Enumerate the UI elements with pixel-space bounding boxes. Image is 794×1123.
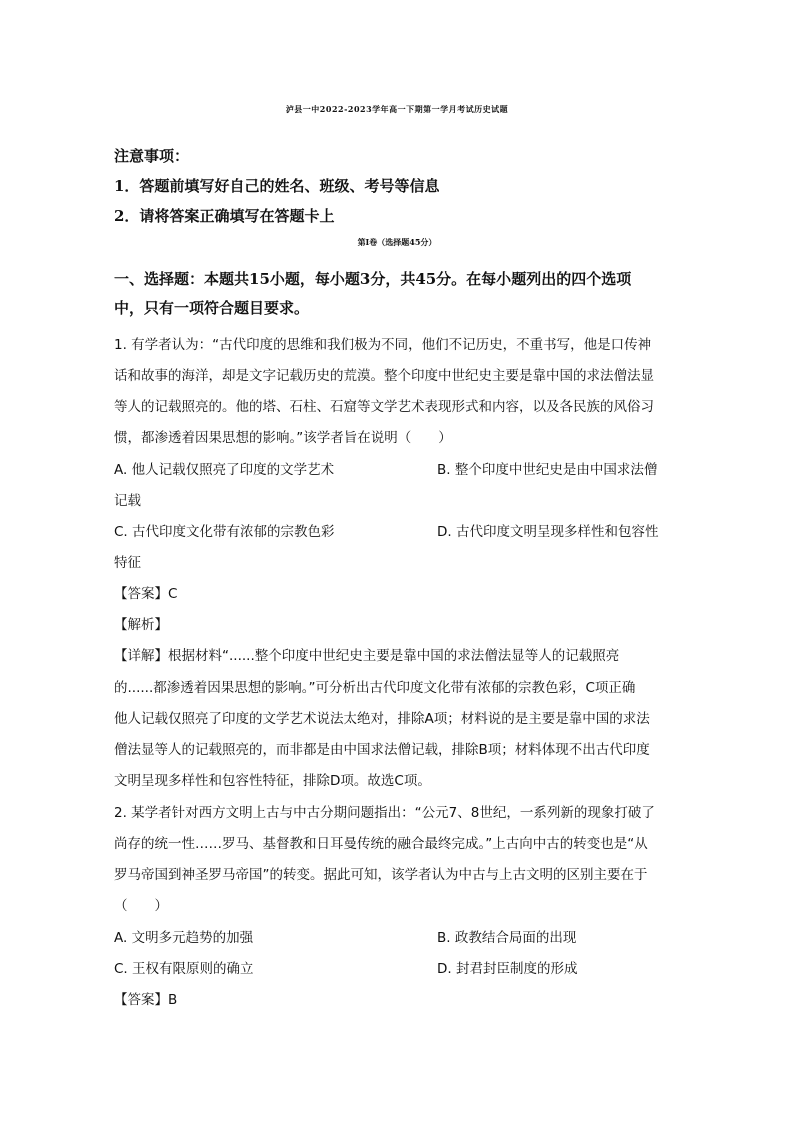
q1-option-c: C. 古代印度文化带有浓郁的宗教色彩 (114, 524, 335, 540)
page-title: 泸县一中2022-2023学年高一下期第一学月考试历史试题 (285, 104, 509, 114)
q1-stem-line-2: 话和故事的海洋，却是文字记载历史的荒漠。整个印度中世纪史主要是靠中国的求法僧法显 (114, 368, 654, 384)
notice-item-2: 2．请将答案正确填写在答题卡上 (114, 207, 335, 225)
q2-option-c: C. 王权有限原则的确立 (114, 961, 254, 977)
q2-option-d: D. 封君封臣制度的形成 (437, 961, 578, 977)
q1-option-b: B. 整个印度中世纪史是由中国求法僧 (437, 462, 658, 478)
q1-stem-line-4: 惯，都渗透着因果思想的影响。”该学者旨在说明（ ） (114, 430, 452, 446)
q2-stem-line-4: （ ） (114, 898, 168, 914)
q1-detail-line-1: 【详解】根据材料“......整个印度中世纪史主要是靠中国的求法僧法显等人的记载照亮 (114, 648, 620, 664)
section-instruction-line-2: 中，只有一项符合题目要求。 (114, 299, 310, 317)
notice-item-1: 1．答题前填写好自己的姓名、班级、考号等信息 (114, 177, 440, 195)
q1-detail-line-4: 僧法显等人的记载照亮的，而非都是由中国求法僧记载，排除B项；材料体现不出古代印度 (114, 742, 650, 758)
q1-option-d-continued: 特征 (114, 555, 141, 571)
q2-stem-line-1: 2. 某学者针对西方文明上古与中古分期问题指出：“公元7、8世纪，一系列新的现象打破了 (114, 805, 655, 821)
q2-answer: 【答案】B (114, 992, 178, 1008)
q1-detail-line-5: 文明呈现多样性和包容性特征，排除D项。故选C项。 (114, 773, 431, 789)
q1-analysis-tag: 【解析】 (114, 617, 168, 633)
q2-stem-line-3: 罗马帝国到神圣罗马帝国”的转变。据此可知，该学者认为中古与上古文明的区别主要在于 (114, 867, 648, 883)
q2-stem-line-2: 尚存的统一性……罗马、基督教和日耳曼传统的融合最终完成。”上古向中古的转变也是“从 (114, 836, 648, 852)
q1-option-d: D. 古代印度文明呈现多样性和包容性 (437, 524, 659, 540)
q1-stem-line-3: 等人的记载照亮的。他的塔、石柱、石窟等文学艺术表现形式和内容，以及各民族的风俗习 (114, 399, 654, 415)
q1-detail-line-2: 的......都渗透着因果思想的影响。”可分析出古代印度文化带有浓郁的宗教色彩，C项正确 (114, 680, 636, 696)
section-instruction-line-1: 一、选择题：本题共15小题，每小题3分，共45分。在每小题列出的四个选项 (114, 270, 632, 288)
q2-option-b: B. 政教结合局面的出现 (437, 930, 577, 946)
q1-answer: 【答案】C (114, 586, 178, 602)
q1-option-b-continued: 记载 (114, 493, 141, 509)
q1-stem-line-1: 1. 有学者认为：“古代印度的思维和我们极为不同，他们不记历史，不重书写，他是口传神 (114, 337, 652, 353)
section-title: 第I卷（选择题45分） (357, 237, 437, 247)
notice-heading: 注意事项： (114, 147, 190, 165)
q1-detail-line-3: 他人记载仅照亮了印度的文学艺术说法太绝对，排除A项；材料说的是主要是靠中国的求法 (114, 711, 650, 727)
q1-option-a: A. 他人记载仅照亮了印度的文学艺术 (114, 462, 335, 478)
q2-option-a: A. 文明多元趋势的加强 (114, 930, 254, 946)
